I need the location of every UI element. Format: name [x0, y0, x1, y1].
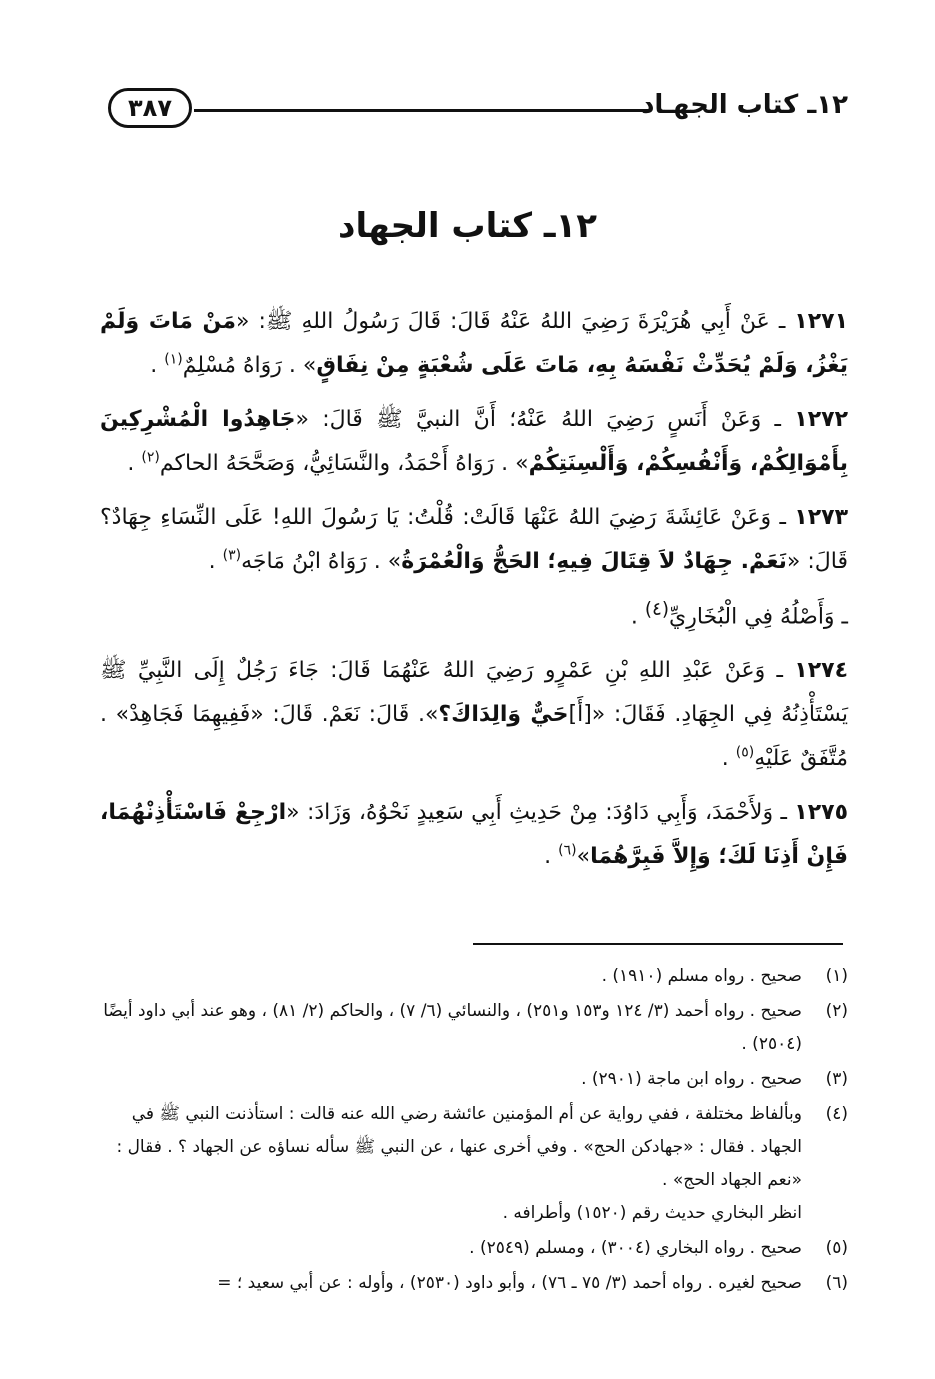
footnote-3 [100, 1063, 848, 1096]
hadith-1271 [100, 300, 848, 388]
hadith-quote: حَيٌّ وَالِدَاكَ؟ [438, 702, 569, 728]
footnote-number: (٦) [825, 1273, 848, 1293]
footnote-2 [100, 995, 848, 1061]
hadith-source: » . رَوَاهُ ابْنُ مَاجَه [241, 549, 402, 574]
footnote-ref[interactable]: (١) [164, 351, 183, 368]
hadith-source: » . رَوَاهُ مُسْلِمٌ [182, 353, 317, 378]
hadith-text: ـ وَعَنْ عَائِشَةَ رَضِيَ اللهُ عَنْهَا قَالَتْ: قُلْتُ: يَا رَسُولَ اللهِ! عَلَى النِّسَاءِ جِهَادٌ؟ قَالَ: « [100, 505, 848, 574]
hadith-number: ١٢٧٥ [794, 800, 848, 826]
hadith-text: ـ وَعَنْ أَنَسٍ رَضِيَ اللهُ عَنْهُ؛ أَنَّ النبيَّ ﷺ قَالَ: « [295, 407, 795, 432]
hadith-1275 [100, 791, 848, 879]
hadith-quote: مَنْ مَاتَ وَلَمْ يَغْزُ، وَلَمْ يُحَدِّثْ نَفْسَهُ بِهِ، مَاتَ عَلَى شُعْبَةٍ مِنْ نِفَاقٍ [100, 309, 848, 378]
hadith-end: . [150, 353, 165, 378]
footnote-ref[interactable]: (٥) [735, 745, 755, 761]
hadith-note-text: ـ وَأَصْلُهُ فِي الْبُخَارِيِّ [669, 604, 848, 630]
footnote-text: وبألفاظ مختلفة ، ففي رواية عن أم المؤمنين عائشة رضي الله عنه قالت : استأذنت النبي ﷺ في الجهاد . فقال : «جهادكن الحج» . وفي أخرى عنها ، عن النبي ﷺ سأله نساؤه عن الجهاد ؟ . فقال : «نعم الجهاد الحج» . [116, 1104, 802, 1190]
hadith-end: . [721, 746, 736, 772]
footnote-number: (٣) [825, 1069, 848, 1089]
hadith-end: . [544, 844, 559, 870]
footnote-number: (١) [825, 966, 848, 986]
footnote-text: صحيح لغيره . رواه أحمد (٣/ ٧٥ ـ ٧٦) ، وأبو داود (٢٥٣٠) ، وأوله : عن أبي سعيد ؛ = [217, 1273, 802, 1293]
hadith-1274 [100, 649, 848, 781]
footnote-ref[interactable]: (٢) [141, 449, 160, 466]
running-header-title: ١٢ـ كتاب الجهـاد [641, 90, 848, 120]
footnote-5 [100, 1232, 848, 1265]
header-rule [194, 109, 648, 112]
hadith-text: ـ وَلأَحْمَدَ، وَأَبِي دَاوُدَ: مِنْ حَدِيثِ أَبِي سَعِيدٍ نَحْوُهُ، وَزَادَ: « [286, 800, 795, 826]
hadith-quote: نَعَمْ. جِهَادٌ لاَ قِتَالَ فِيهِ؛ الحَجُّ وَالْعُمْرَةُ [401, 549, 787, 574]
hadith-source: » . رَوَاهُ أَحْمَدُ، والنَّسَائِيُّ، وَصَحَّحَهُ الحاكم [159, 451, 529, 476]
running-header [108, 88, 848, 132]
hadith-text: ـ وَعَنْ عَبْدِ اللهِ بْنِ عَمْرٍو رَضِيَ اللهُ عَنْهُمَا قَالَ: جَاءَ رَجُلٌ إِلَى النَّبِيِّ ﷺ يَسْتَأْذِنُهُ فِي الجِهَادِ. فَقَالَ: «[أَ] [100, 658, 848, 728]
footnote-text: صحيح . رواه البخاري (٣٠٠٤) ، ومسلم (٢٥٤٩) . [469, 1238, 802, 1258]
chapter-title: ١٢ـ كتاب الجهاد [338, 206, 597, 246]
hadith-end: . [127, 451, 142, 476]
footnote-1 [100, 960, 848, 993]
footnotes [100, 960, 848, 1302]
footnote-ref[interactable]: (٤) [644, 599, 670, 620]
page-number-badge: ٣٨٧ [108, 88, 192, 128]
hadith-end: . [208, 549, 223, 574]
footnote-number: (٥) [825, 1238, 848, 1258]
hadith-number: ١٢٧٢ [794, 407, 848, 432]
hadith-source: » [576, 844, 591, 870]
footnote-separator [473, 943, 843, 945]
hadith-number: ١٢٧٤ [794, 658, 848, 684]
footnote-4 [100, 1098, 848, 1230]
footnote-extra: انظر البخاري حديث رقم (١٥٢٠) وأطرافه . [502, 1203, 802, 1223]
footnote-text: صحيح . رواه مسلم (١٩١٠) . [601, 966, 802, 986]
footnote-number: (٢) [825, 1001, 848, 1021]
hadith-number: ١٢٧١ [794, 309, 848, 334]
hadith-text: ـ عَنْ أَبِي هُرَيْرَةَ رَضِيَ اللهُ عَنْهُ قَالَ: قَالَ رَسُولُ اللهِ ﷺ: « [235, 309, 795, 334]
hadith-list [100, 300, 848, 889]
footnote-text: صحيح . رواه أحمد (٣/ ١٢٤ و١٥٣ و٢٥١) ، والنسائي (٦/ ٧) ، والحاكم (٢/ ٨١) ، وهو عند أبي داود أيضًا (٢٥٠٤) . [103, 1001, 802, 1054]
footnote-text: صحيح . رواه ابن ماجة (٢٩٠١) . [581, 1069, 802, 1089]
footnote-ref[interactable]: (٦) [558, 843, 577, 859]
footnote-number: (٤) [825, 1104, 848, 1124]
hadith-number: ١٢٧٣ [794, 505, 848, 530]
hadith-1273-note: ـ وَأَصْلُهُ فِي الْبُخَارِيِّ$^{(٤)}$ . [630, 599, 848, 630]
hadith-1272 [100, 398, 848, 486]
hadith-source: ». قَالَ: نَعَمْ. قَالَ: «فَفِيهِمَا فَجَاهِدْ» . مُتَّفَقٌ عَلَيْهِ [100, 702, 848, 772]
footnote-ref[interactable]: (٣) [222, 547, 242, 564]
hadith-quote: ارْجِعْ فَاسْتَأْذِنْهُمَا، فَإِنْ أَذِنَا لَكَ؛ وَإِلاَّ فَبِرَّهُمَا [100, 800, 848, 870]
hadith-quote: جَاهِدُوا الْمُشْرِكِينَ بِأَمْوَالِكُمْ، وَأَنْفُسِكُمْ، وَأَلْسِنَتِكُمْ [100, 407, 848, 476]
footnote-6 [100, 1267, 848, 1300]
hadith-1273 [100, 496, 848, 584]
